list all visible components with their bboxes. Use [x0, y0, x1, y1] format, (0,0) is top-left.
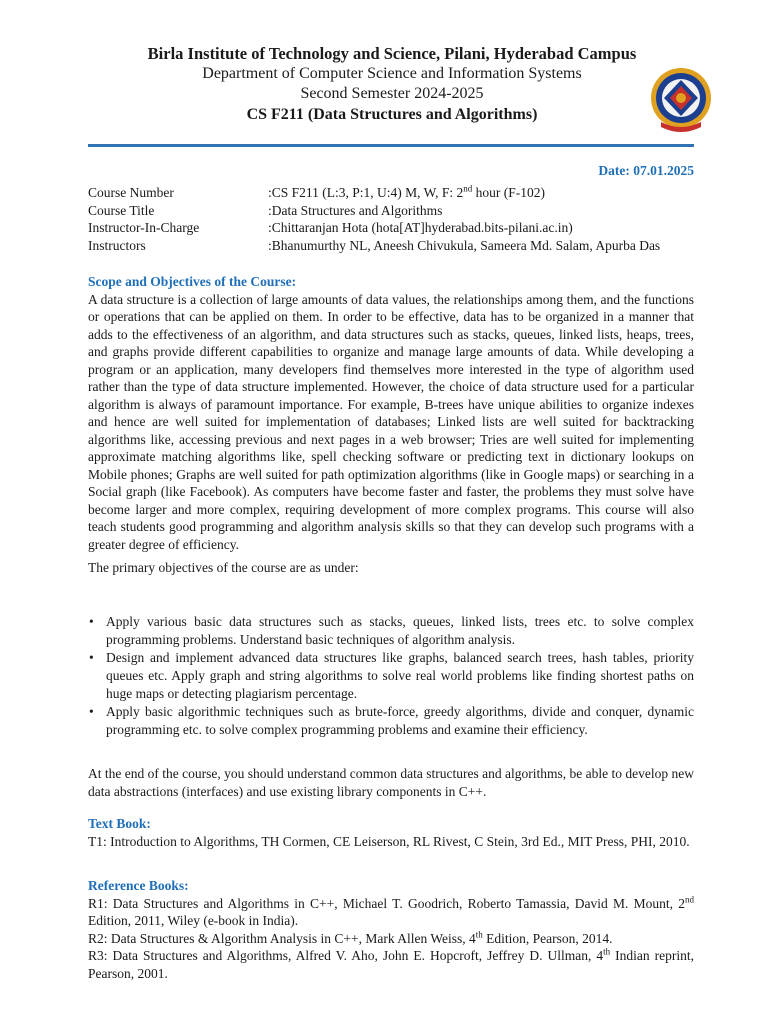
- bits-logo: [649, 66, 713, 140]
- info-value: :Data Structures and Algorithms: [268, 202, 443, 218]
- references-heading: Reference Books:: [88, 878, 189, 893]
- scope-heading: Scope and Objectives of the Course:: [88, 274, 297, 289]
- institute-name: Birla Institute of Technology and Science, Pilani, Hyderabad Campus: [147, 44, 637, 63]
- references-section: [88, 877, 694, 982]
- document-date: Date: 07.01.2025: [598, 163, 694, 178]
- info-row-instructor-in-charge: [88, 219, 660, 237]
- info-label: Course Title: [88, 202, 155, 218]
- objectives-list: [88, 613, 694, 739]
- objective-item: • Design and implement advanced data structures like graphs, balanced search trees, hash tables, priority queues etc. Apply graph and string algorithms to solve real world problems like finding shortest paths on huge maps or detecting plagiarism percentage.: [88, 649, 694, 703]
- info-label: Course Number: [88, 185, 174, 200]
- objective-item: • Apply various basic data structures such as stacks, queues, linked lists, trees etc. to solve complex programming problems. Understand basic techniques of algorithm analysis.: [88, 613, 694, 649]
- info-row-course-number: [88, 184, 660, 202]
- course-info-table: [88, 184, 660, 254]
- course-title-heading: CS F211 (Data Structures and Algorithms): [246, 106, 538, 123]
- reference-r3: R3: Data Structures and Algorithms, Alfred V. Aho, John E. Hopcroft, Jeffrey D. Ullman, 4th Indian reprint, Pearson, 2001.: [88, 946, 694, 981]
- header-rule: [88, 144, 694, 147]
- closing-paragraph: At the end of the course, you should understand common data structures and algorithms, be able to develop new data abstractions (interfaces) and use existing library components in C++.: [88, 766, 694, 799]
- info-label: Instructor-In-Charge: [88, 220, 200, 235]
- textbook-t1: T1: Introduction to Algorithms, TH Cormen, CE Leiserson, RL Rivest, C Stein, 3rd Ed., MIT Press, PHI, 2010.: [88, 833, 690, 849]
- objective-item: • Apply basic algorithmic techniques such as brute-force, greedy algorithms, divide and conquer, dynamic programming etc. to solve complex programming problems and examine their efficiency.: [88, 703, 694, 739]
- info-row-instructors: [88, 237, 660, 255]
- scope-section: [88, 273, 694, 577]
- scope-paragraph: A data structure is a collection of large amounts of data values, the relationships among them, and the functions or operations that can be applied on them. In order to be effective, data has to be organized in a manner that adds to the effectiveness of an algorithm, and data structures such as stacks, queues, linked lists, heaps, trees, and graphs provide different capabilities to organize and manage large amounts of data. While developing a program or an application, many developers find themselves more interested in the type of algorithm used rather than the type of data structure implemented. However, the choice of data structure used for a particular algorithm is always of paramount importance. For example, B-trees have unique abilities to organize indexes and hence are well suited for implementation of databases; Linked lists are well suited for backtracking algorithms like, accessing previous and next pages in a web browser; Tries are well suited for implementing approximate matching algorithms like, spell checking software or predicting text in dictionary lookups on Mobile phones; Graphs are well suited for path optimization algorithms (like in Google maps) or searching in a Social graph (like Facebook). As computers have become faster and faster, the problems they must solve have become larger and more complex, requiring development of more complex programs. This course will also teach students good programming and algorithm analysis skills so that they can develop such programs with a greater degree of efficiency.: [88, 291, 694, 552]
- info-value: :Bhanumurthy NL, Aneesh Chivukula, Sameera Md. Salam, Apurba Das: [268, 237, 661, 253]
- info-value: :CS F211 (L:3, P:1, U:4) M, W, F: 2nd hour (F-102): [268, 183, 546, 200]
- objectives-list-section: [88, 613, 694, 739]
- reference-r2: R2: Data Structures & Algorithm Analysis in C++, Mark Allen Weiss, 4th Edition, Pearson, 2014.: [88, 929, 613, 946]
- info-label: Instructors: [88, 237, 146, 253]
- semester: Second Semester 2024-2025: [300, 85, 484, 102]
- department-name: Department of Computer Science and Information Systems: [202, 65, 582, 82]
- objectives-intro: The primary objectives of the course are as under:: [88, 560, 359, 575]
- document-header: [88, 44, 696, 126]
- reference-r1: R1: Data Structures and Algorithms in C++, Michael T. Goodrich, Roberto Tamassia, David M. Mount, 2nd Edition, 2011, Wiley (e-book in India).: [88, 894, 694, 928]
- info-value: :Chittaranjan Hota (hota[AT]hyderabad.bits-pilani.ac.in): [268, 220, 573, 235]
- textbook-section: [88, 815, 694, 850]
- info-row-course-title: [88, 202, 660, 220]
- textbook-heading: Text Book:: [88, 816, 151, 831]
